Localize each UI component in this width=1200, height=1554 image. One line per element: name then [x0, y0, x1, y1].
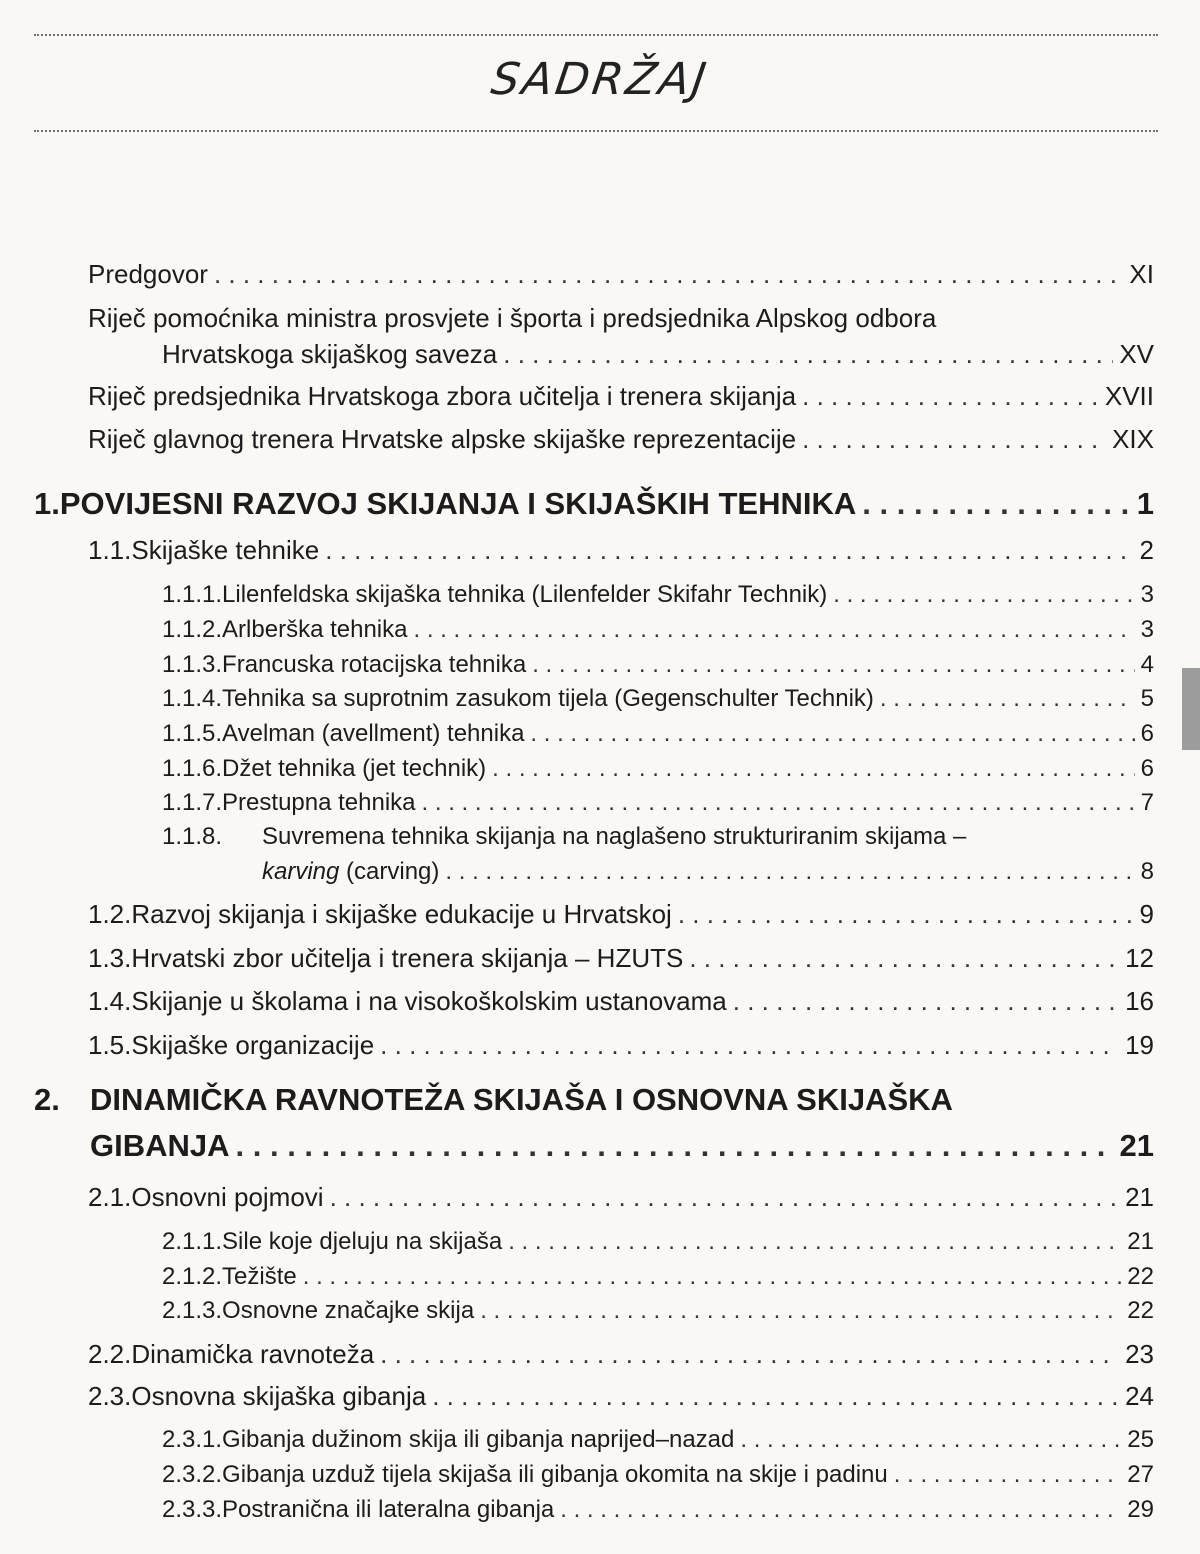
- subsection-number: 1.1.4.: [162, 685, 223, 712]
- section-number: 1.4.: [88, 986, 132, 1016]
- section-entry[interactable]: [88, 1029, 1154, 1061]
- subsection-entry[interactable]: [162, 1425, 1154, 1455]
- page-number: 19: [1125, 1030, 1154, 1060]
- page-number: 6: [1140, 720, 1154, 747]
- subsection-number: 1.1.2.: [162, 616, 223, 643]
- leader-dots: [214, 258, 1123, 290]
- entry-text: Težište: [222, 1263, 297, 1290]
- leader-dots: [508, 1227, 1121, 1257]
- page-number: XV: [1119, 339, 1154, 369]
- entry-text: Gibanja dužinom skija ili gibanja naprijed–nazad: [222, 1426, 735, 1453]
- entry-text: Riječ predsjednika Hrvatskoga zbora učitelja i trenera skijanja: [88, 381, 797, 411]
- entry-text: Hrvatskoga skijaškog saveza: [162, 339, 498, 369]
- entry-text: Gibanja uzduž tijela skijaša ili gibanja okomita na skije i padinu: [222, 1461, 888, 1488]
- section-number: 1.1.: [88, 535, 132, 565]
- italic-term: karving: [262, 858, 340, 885]
- entry-text: Sile koje djeluju na skijaša: [222, 1228, 503, 1255]
- section-entry[interactable]: [88, 985, 1154, 1017]
- subsection-entry[interactable]: [162, 1460, 1154, 1490]
- page-number: 5: [1140, 685, 1154, 712]
- subsection-continuation[interactable]: [262, 857, 1154, 887]
- entry-text: Osnovna skijaška gibanja: [131, 1381, 427, 1411]
- subsection-entry[interactable]: [162, 615, 1154, 645]
- leader-dots: [480, 1296, 1121, 1326]
- page-number: XIX: [1112, 424, 1154, 454]
- entry-text: Skijaške organizacije: [131, 1030, 375, 1060]
- entry-text-rest: (carving): [339, 858, 440, 885]
- section-entry[interactable]: [88, 1380, 1154, 1412]
- section-number: 2.1.: [88, 1182, 132, 1212]
- leader-dots: [422, 788, 1135, 818]
- leader-dots: [325, 534, 1133, 566]
- page-number: 4: [1140, 651, 1154, 678]
- leader-dots: [445, 857, 1134, 887]
- leader-dots: [689, 942, 1119, 974]
- page-title: SADRŽAJ: [488, 54, 712, 105]
- entry-text: Razvoj skijanja i skijaške edukacije u Hrvatskoj: [131, 899, 672, 929]
- entry-text: Skijaške tehnike: [131, 535, 320, 565]
- section-entry[interactable]: [88, 1181, 1154, 1213]
- entry-text: Avelman (avellment) tehnika: [222, 720, 525, 747]
- leader-dots: [733, 985, 1119, 1017]
- chapter-heading[interactable]: [34, 1080, 1154, 1120]
- leader-dots: [380, 1029, 1119, 1061]
- leader-dots: [503, 338, 1113, 370]
- entry-text: Riječ pomoćnika ministra prosvjete i športa i predsjednika Alpskog odbora: [88, 303, 937, 333]
- subsection-entry[interactable]: [162, 1296, 1154, 1326]
- section-number: 1.3.: [88, 943, 132, 973]
- page-number: 9: [1139, 899, 1154, 929]
- subsection-entry[interactable]: [162, 1227, 1154, 1257]
- section-entry[interactable]: [88, 1338, 1154, 1370]
- page-number: 21: [1127, 1228, 1154, 1255]
- leader-dots: [862, 484, 1130, 524]
- section-entry[interactable]: [88, 898, 1154, 930]
- page-number: 3: [1140, 616, 1154, 643]
- subsection-entry[interactable]: [162, 580, 1154, 610]
- leader-dots: [530, 719, 1134, 749]
- page-number: 24: [1125, 1381, 1154, 1411]
- section-number: 2.2.: [88, 1339, 132, 1369]
- leader-dots: [560, 1495, 1121, 1525]
- section-number: 1.5.: [88, 1030, 132, 1060]
- chapter-title: GIBANJA: [90, 1128, 230, 1163]
- toc-entry[interactable]: [88, 380, 1154, 412]
- page-number: 27: [1127, 1461, 1154, 1488]
- leader-dots: [880, 684, 1135, 714]
- entry-text: Francuska rotacijska tehnika: [222, 651, 527, 678]
- entry-text: Lilenfeldska skijaška tehnika (Lilenfelder Skifahr Technik): [222, 581, 828, 608]
- subsection-number: 1.1.8.: [162, 823, 223, 850]
- section-entry[interactable]: [88, 942, 1154, 974]
- entry-text: Tehnika sa suprotnim zasukom tijela (Gegenschulter Technik): [222, 685, 874, 712]
- page-number: 22: [1127, 1263, 1154, 1290]
- leader-dots: [802, 423, 1106, 455]
- leader-dots: [894, 1460, 1122, 1490]
- page-number: 1: [1136, 486, 1154, 521]
- subsection-entry[interactable]: [162, 788, 1154, 818]
- toc-entry[interactable]: [88, 258, 1154, 290]
- page-number: 8: [1140, 858, 1154, 885]
- leader-dots: [740, 1425, 1121, 1455]
- leader-dots: [802, 380, 1099, 412]
- page-number: 21: [1125, 1182, 1154, 1212]
- subsection-number: 2.1.2.: [162, 1263, 223, 1290]
- entry-text: Postranična ili lateralna gibanja: [222, 1496, 555, 1523]
- page-number: 2: [1139, 535, 1154, 565]
- subsection-entry[interactable]: [162, 684, 1154, 714]
- entry-text: [262, 857, 439, 887]
- subsection-entry[interactable]: [162, 719, 1154, 749]
- page-number: 16: [1125, 986, 1154, 1016]
- chapter-title: POVIJESNI RAZVOJ SKIJANJA I SKIJAŠKIH TEHNIKA: [59, 486, 857, 521]
- section-entry[interactable]: [88, 534, 1154, 566]
- subsection-number: 2.1.3.: [162, 1297, 223, 1324]
- page-number: XVII: [1104, 381, 1154, 411]
- leader-dots: [678, 898, 1134, 930]
- section-number: 1.2.: [88, 899, 132, 929]
- entry-text: Riječ glavnog trenera Hrvatske alpske skijaške reprezentacije: [88, 424, 797, 454]
- leader-dots: [432, 1380, 1119, 1412]
- chapter-heading-continuation[interactable]: [90, 1126, 1154, 1166]
- leader-dots: [833, 580, 1134, 610]
- subsection-number: 1.1.5.: [162, 720, 223, 747]
- leader-dots: [492, 754, 1134, 784]
- entry-text: Predgovor: [88, 259, 208, 289]
- subsection-entry[interactable]: [162, 754, 1154, 784]
- leader-dots: [532, 650, 1134, 680]
- leader-dots: [236, 1126, 1114, 1166]
- subsection-entry[interactable]: [162, 1262, 1154, 1292]
- leader-dots: [413, 615, 1134, 645]
- leader-dots: [380, 1338, 1119, 1370]
- subsection-number: 1.1.6.: [162, 755, 223, 782]
- page-number: 12: [1125, 943, 1154, 973]
- chapter-heading[interactable]: [34, 484, 1154, 524]
- page-number: 21: [1119, 1128, 1154, 1163]
- subsection-number: 1.1.3.: [162, 651, 223, 678]
- entry-text: Skijanje u školama i na visokoškolskim ustanovama: [131, 986, 727, 1016]
- toc-entry[interactable]: [88, 302, 1154, 334]
- page-number: XI: [1129, 259, 1154, 289]
- subsection-number: 1.1.7.: [162, 789, 223, 816]
- subsection-number: 2.3.1.: [162, 1426, 223, 1453]
- chapter-title: DINAMIČKA RAVNOTEŽA SKIJAŠA I OSNOVNA SKIJAŠKA: [90, 1082, 953, 1117]
- entry-text: Džet tehnika (jet technik): [222, 755, 487, 782]
- entry-text: Dinamička ravnoteža: [131, 1339, 375, 1369]
- leader-dots: [330, 1181, 1120, 1213]
- subsection-entry[interactable]: [162, 822, 1154, 852]
- entry-text: Prestupna tehnika: [222, 789, 416, 816]
- page-number: 23: [1125, 1339, 1154, 1369]
- section-number: 2.3.: [88, 1381, 132, 1411]
- chapter-number: 1.: [34, 486, 60, 521]
- subsection-number: 2.1.1.: [162, 1228, 223, 1255]
- chapter-number: 2.: [34, 1082, 60, 1117]
- page-number: 6: [1140, 755, 1154, 782]
- toc-entry-continuation[interactable]: [162, 338, 1154, 370]
- entry-text: Osnovne značajke skija: [222, 1297, 475, 1324]
- entry-text: Suvremena tehnika skijanja na naglašeno strukturiranim skijama –: [262, 823, 967, 850]
- page-number: 3: [1140, 581, 1154, 608]
- toc-entry[interactable]: [88, 423, 1154, 455]
- subsection-number: 1.1.1.: [162, 581, 223, 608]
- entry-text: Arlberška tehnika: [222, 616, 408, 643]
- page-number: 7: [1140, 789, 1154, 816]
- subsection-entry[interactable]: [162, 1495, 1154, 1525]
- subsection-number: 2.3.3.: [162, 1496, 223, 1523]
- page-number: 29: [1127, 1496, 1154, 1523]
- entry-text: Hrvatski zbor učitelja i trenera skijanja – HZUTS: [131, 943, 684, 973]
- subsection-number: 2.3.2.: [162, 1461, 223, 1488]
- subsection-entry[interactable]: [162, 650, 1154, 680]
- entry-text: Osnovni pojmovi: [131, 1182, 324, 1212]
- page-number: 25: [1127, 1426, 1154, 1453]
- page-number: 22: [1127, 1297, 1154, 1324]
- leader-dots: [303, 1262, 1122, 1292]
